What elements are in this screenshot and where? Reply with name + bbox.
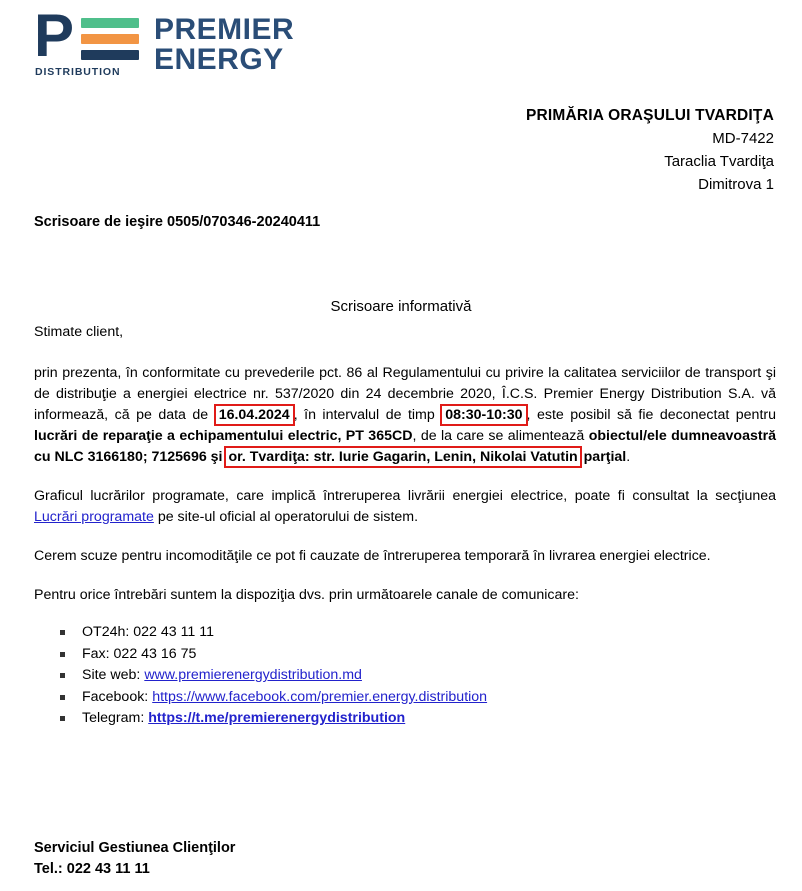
schedule-text-before-link: Graficul lucrărilor programate, care implică întreruperea livrării energiei electrice, poate fi consultat la secţiunea xyxy=(34,488,776,504)
paragraph-outage-notice xyxy=(34,363,776,468)
list-item xyxy=(60,708,776,729)
letter-body xyxy=(34,322,776,730)
contact-label: OT24h: 022 43 11 11 xyxy=(82,624,214,640)
recipient-street: Dimitrova 1 xyxy=(698,176,774,193)
notice-partial-bold: parţial xyxy=(579,449,627,465)
salutation: Stimate client, xyxy=(34,324,124,340)
logo-wordmark xyxy=(154,12,294,75)
signature-block xyxy=(34,838,235,880)
bullet-square-icon xyxy=(60,630,65,635)
facebook-link[interactable]: https://www.facebook.com/premier.energy.distribution xyxy=(152,688,488,705)
recipient-name: PRIMĂRIA ORAŞULUI TVARDIŢA xyxy=(525,107,774,124)
logo-wordmark-line1: PREMIER xyxy=(154,13,295,46)
contact-label: Telegram: xyxy=(82,710,149,726)
bullet-square-icon xyxy=(60,652,65,657)
bullet-square-icon xyxy=(60,695,65,700)
list-item xyxy=(60,644,776,665)
recipient-locality: Taraclia Tvardiţa xyxy=(664,153,774,170)
scheduled-works-link[interactable]: Lucrări programate xyxy=(34,509,154,525)
paragraph-contact-intro: Pentru orice întrebări suntem la dispoziţia dvs. prin următoarele canale de comunicare: xyxy=(34,587,579,603)
contact-channels-list xyxy=(34,622,776,729)
contact-label: Fax: 022 43 16 75 xyxy=(82,645,197,662)
notice-works-bold: lucrări de reparaţie a echipamentului electric, PT 365CD xyxy=(34,428,413,444)
logo-wordmark-line2: ENERGY xyxy=(154,43,284,76)
signature-department: Serviciul Gestiunea Clienţilor xyxy=(34,840,236,856)
telegram-link[interactable]: https://t.me/premierenergydistribution xyxy=(148,710,406,726)
logo-letter-p: P xyxy=(34,2,73,69)
outage-time-highlight: 08:30-10:30 xyxy=(442,406,525,424)
notice-interval-text: , în intervalul de timp xyxy=(293,407,442,423)
logo-distribution-text: DISTRIBUTION xyxy=(35,66,121,78)
list-item xyxy=(60,665,776,686)
recipient-postcode: MD-7422 xyxy=(712,130,774,147)
list-item xyxy=(60,687,776,708)
page-title: Scrisoare informativă xyxy=(330,298,472,315)
website-link[interactable]: www.premierenergydistribution.md xyxy=(144,667,362,683)
outage-date-highlight: 16.04.2024 xyxy=(216,406,293,424)
signature-phone: Tel.: 022 43 11 11 xyxy=(34,861,150,877)
contact-label: Facebook: xyxy=(82,688,153,705)
logo-bar-orange xyxy=(81,34,139,44)
contact-label: Site web: xyxy=(82,667,145,683)
logo-e-bars xyxy=(81,18,139,66)
schedule-text-after-link: pe site-ul oficial al operatorului de sistem. xyxy=(153,509,419,525)
notice-nlc-bold: obiectul/ele dumneavoastră cu NLC 3166180; 7125696 şi xyxy=(34,428,776,465)
notice-intro-text: prin prezenta, în conformitate cu prevederile pct. 86 al Regulamentului cu privire la calitatea serviciilor de transport şi de distribuţie a energiei electrice nr. 537/2020 din 24 decembrie 2020, Î.C.S. Premier Energy Distribution S.A. vă informează, că pe data de xyxy=(34,365,776,423)
paragraph-schedule-info xyxy=(34,486,776,528)
notice-reason-lead: , este posibil să fie deconectat pentru xyxy=(526,407,777,423)
list-item xyxy=(60,622,776,643)
notice-supply-text: , de la care se alimentează xyxy=(412,428,589,444)
paragraph-apology: Cerem scuze pentru incomodităţile ce pot fi cauzate de întreruperea temporară în livrarea energiei electrice. xyxy=(34,548,711,564)
recipient-address-block xyxy=(526,104,774,196)
logo-bar-green xyxy=(81,18,139,28)
bullet-square-icon xyxy=(60,673,65,678)
company-letterhead xyxy=(34,2,295,78)
logo-bar-navy xyxy=(81,50,139,60)
notice-period: . xyxy=(626,449,631,465)
premier-energy-logo-icon xyxy=(34,2,142,78)
letter-reference-number: Scrisoare de ieşire 0505/070346-20240411 xyxy=(34,214,321,230)
bullet-square-icon xyxy=(60,716,65,721)
affected-streets-highlight: or. Tvardiţa: str. Iurie Gagarin, Lenin, Nikolai Vatutin xyxy=(228,449,578,465)
